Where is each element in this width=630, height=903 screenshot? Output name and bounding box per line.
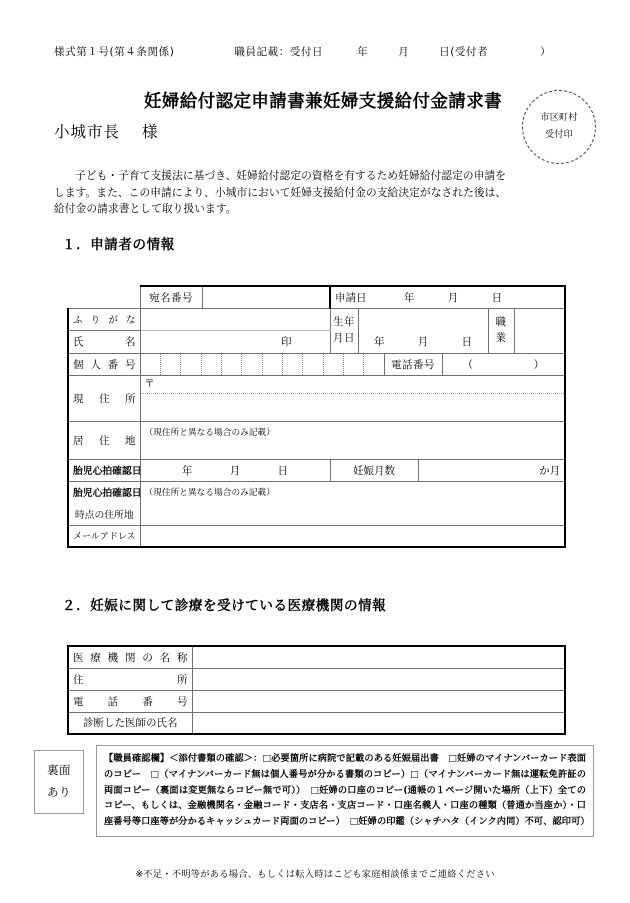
- heartbeat-date-field[interactable]: [140, 459, 330, 481]
- months-unit: か月: [539, 464, 561, 477]
- intro-paragraph: [54, 168, 570, 218]
- staff-entry-label: 職員記載：受付日: [234, 46, 324, 58]
- institution-name-label: 医療機関の名称: [68, 646, 192, 668]
- pregnancy-months-field[interactable]: [418, 459, 565, 481]
- header-year-unit: 年: [357, 46, 369, 58]
- intro-line-1: 子ども・子育て支援法に基づき、妊婦給付認定の資格を有するため妊婦給付認定の申請を: [75, 169, 507, 182]
- postal-code-line[interactable]: [141, 376, 565, 394]
- heartbeat-address-label-line-2: 時点の住所地: [68, 503, 140, 525]
- intro-line-2: します。また、この申請により、小城市において妊婦支援給付金の支給決定がなされた後は、: [54, 185, 507, 199]
- birthdate-label-line-1: 生年: [333, 316, 356, 329]
- email-field[interactable]: [140, 525, 565, 547]
- institution-phone-label: 電話番号: [68, 690, 192, 712]
- birthdate-field[interactable]: [358, 331, 488, 354]
- section-2-heading: ２．妊娠に関して診療を受けている医療機関の情報: [62, 598, 387, 614]
- occupation-label: [488, 308, 514, 353]
- birthdate-field-top[interactable]: [358, 308, 488, 331]
- table-row: [68, 690, 565, 712]
- institution-address-label: 住所: [68, 668, 192, 690]
- my-number-cell[interactable]: [161, 354, 181, 375]
- birthdate-label-line-2: 月日: [333, 331, 356, 344]
- phone-field[interactable]: [442, 353, 565, 375]
- staff-checklist-box: [96, 745, 594, 837]
- name-label: 氏 名: [68, 331, 140, 354]
- my-number-cell[interactable]: [222, 354, 242, 375]
- application-date-cell[interactable]: [330, 286, 565, 308]
- phone-label: 電話番号: [384, 353, 442, 375]
- heartbeat-year-unit: 年: [181, 464, 193, 477]
- birth-month-unit: 月: [417, 336, 429, 348]
- heartbeat-address-label-line-1: 胎児心拍確認日: [68, 481, 140, 503]
- heartbeat-date-label: 胎児心拍確認日: [68, 459, 140, 481]
- table-row: [68, 525, 565, 547]
- current-address-label: 現 住 所: [68, 375, 140, 421]
- birthdate-label: [330, 308, 358, 353]
- my-number-cell[interactable]: [242, 354, 262, 375]
- application-date-label: 申請日: [335, 291, 367, 304]
- addressee-name: 小城市長: [54, 123, 121, 141]
- occupation-label-line-2: 業: [495, 331, 507, 344]
- my-number-cell[interactable]: [202, 354, 222, 375]
- phone-paren-open: （: [462, 358, 473, 371]
- doctor-name-field[interactable]: [192, 712, 565, 734]
- current-address-field[interactable]: [140, 375, 565, 421]
- my-number-cell[interactable]: [324, 354, 344, 375]
- pregnancy-months-label: 妊娠月数: [330, 459, 418, 481]
- blank-corner-cell: [68, 286, 140, 308]
- phone-paren-close: ）: [533, 358, 545, 371]
- furigana-label: ふりがな: [68, 308, 140, 331]
- table-row: [68, 308, 565, 331]
- back-side-indicator: [34, 750, 84, 814]
- my-number-cell[interactable]: [263, 354, 283, 375]
- email-label: メールアドレス: [68, 525, 140, 547]
- contact-footnote: ※不足・不明等がある場合、もしくは転入時はこども家庭相談係までご連絡ください: [135, 869, 495, 880]
- table-row: [68, 353, 565, 375]
- app-date-year: 年: [403, 291, 415, 304]
- furigana-field[interactable]: [140, 308, 330, 331]
- reception-stamp-circle: [522, 90, 596, 164]
- table-row: [68, 375, 565, 421]
- occupation-label-line-1: 職: [495, 316, 507, 329]
- header-line: [54, 44, 576, 59]
- my-number-cells[interactable]: [141, 354, 384, 375]
- institution-phone-field[interactable]: [192, 690, 565, 712]
- table-row: [68, 459, 565, 481]
- stamp-line-1: 市区町村: [540, 112, 578, 123]
- heartbeat-address-field[interactable]: [140, 481, 565, 525]
- birth-year-unit: 年: [373, 336, 385, 348]
- table-row: [68, 646, 565, 668]
- seal-mark: 印: [281, 336, 292, 349]
- my-number-cell[interactable]: [141, 354, 161, 375]
- residence-note: （現住所と異なる場合のみ記載）: [144, 427, 275, 438]
- section-1-heading: １．申請者の情報: [62, 237, 175, 253]
- table-row: [68, 712, 565, 734]
- app-date-day: 日: [491, 291, 503, 304]
- my-number-cell[interactable]: [283, 354, 303, 375]
- addressee-honorific: 様: [142, 123, 159, 141]
- address-line[interactable]: [141, 394, 565, 421]
- my-number-cell[interactable]: [303, 354, 323, 375]
- name-field[interactable]: [140, 331, 330, 354]
- heartbeat-address-note: （現住所と異なる場合のみ記載）: [144, 487, 275, 498]
- header-close-paren: ）: [540, 46, 552, 58]
- occupation-field[interactable]: [514, 308, 565, 353]
- addressee: [54, 120, 159, 142]
- heartbeat-month-unit: 月: [229, 464, 241, 477]
- institution-name-field[interactable]: [192, 646, 565, 668]
- my-number-label: 個人番号: [68, 353, 140, 375]
- table-row: [68, 481, 565, 503]
- medical-institution-table: [67, 645, 566, 735]
- my-number-cell[interactable]: [364, 354, 383, 375]
- address-number-field[interactable]: [202, 286, 330, 308]
- intro-line-3: 給付金の請求書として取り扱います。: [54, 202, 237, 216]
- header-day-recipient: 日(受付者: [439, 46, 489, 58]
- my-number-cell[interactable]: [181, 354, 201, 375]
- stamp-line-2: 受付印: [545, 130, 573, 140]
- my-number-cell[interactable]: [344, 354, 364, 375]
- table-row: [68, 421, 565, 459]
- table-row: [68, 668, 565, 690]
- residence-label: 居 住 地: [68, 421, 140, 459]
- doctor-name-label: 診断した医師の氏名: [68, 712, 192, 734]
- residence-field[interactable]: [140, 421, 565, 459]
- table-row: [68, 286, 565, 308]
- back-side-line-2: あり: [47, 785, 71, 799]
- postal-mark-icon: 〒: [144, 378, 155, 390]
- app-date-month: 月: [447, 291, 459, 304]
- page-title: 妊婦給付認定申請書兼妊婦支援給付金請求書: [144, 92, 502, 112]
- my-number-field[interactable]: [140, 353, 384, 375]
- heartbeat-day-unit: 日: [277, 464, 289, 477]
- staff-checklist-text: 【職員確認欄】＜添付書類の確認＞：□必要箇所に病院で記載のある妊娠届出書 □妊婦のマイナンバーカード表面のコピー □（マイナンバーカード無は個人番号が分かる書類のコピー）□（マイナンバーカード無は運転免許証の両面コピー（裏面は変更無ならコピー無で可）） □妊婦の口座のコピー(通帳の１ページ開いた場所（上下）全てのコピー、もしくは、金融機関名・金融コード・支店名・支店コード・口座名義人・口座の種類（普通か当座か）・口座番号等口座等が分かるキャッシュカード両面のコピー） □妊婦の印鑑（シャチハタ（インク内同）不可、認印可）: [104, 753, 590, 828]
- applicant-info-table: [67, 285, 566, 548]
- form-number: 様式第１号(第４条関係): [54, 46, 175, 58]
- address-number-label: 宛名番号: [140, 286, 202, 308]
- birth-day-unit: 日: [461, 336, 473, 348]
- institution-address-field[interactable]: [192, 668, 565, 690]
- back-side-line-1: 裏面: [47, 763, 71, 778]
- header-month-unit: 月: [398, 46, 410, 58]
